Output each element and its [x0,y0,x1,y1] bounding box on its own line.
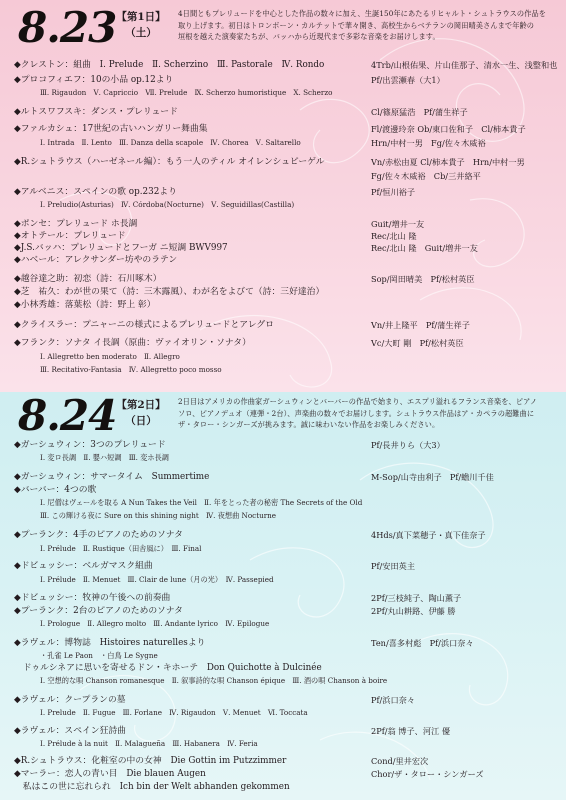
work-title: ◆ルトスワフスキ：ダンス・プレリュード [14,107,178,117]
performers: Pf/浜口奈々 [371,695,416,705]
program-row [0,768,566,780]
program-row [0,605,566,617]
work-title: ◆小林秀雄：落葉松（詩：野上 彰） [14,300,156,310]
program-row [0,123,566,135]
program-row [0,137,566,149]
work-title: ◆ガーシュウィン：3つのプレリュード [14,440,166,450]
program-row [0,59,566,71]
program-row [0,319,566,331]
program-row [0,707,566,719]
program-row [0,650,566,662]
performers: Hrn/中村一男 Fg/佐々木威裕 [371,138,486,148]
program-row [0,199,566,211]
program-row [0,156,566,168]
movement-list: Ⅰ. Intrada Ⅱ. Lento Ⅲ. Danza della scapole Ⅳ. Chorea Ⅴ. Saltarello [40,138,301,147]
performers: Pf/安田英主 [371,561,416,571]
work-title: ◆ラヴェル：博物誌 Histoires naturellesより [14,638,206,648]
work-title: ◆ガーシュウィン：サマータイム Summertime [14,472,210,482]
day2-weekday: （日） [125,415,157,427]
program-row [0,254,566,266]
program-row [0,484,566,496]
program-row [0,74,566,86]
program-row [0,574,566,586]
performers: M-Sop/山寺由利子 Pf/蟾川千佳 [371,472,494,482]
program-row [0,230,566,242]
performers: 2Pf/丸山耕路、伊藤 勝 [371,606,456,616]
program-row [0,592,566,604]
work-title: ◆R.シュトラウス：化粧室の中の女神 Die Gottin im Putzzimmer [14,756,287,766]
performers: Guit/増井一友 [371,219,425,229]
program-row [0,218,566,230]
performers: Fg/佐々木威裕 Cb/三井絡平 [371,171,481,181]
work-title: ◆芝 祐久：わが世の果て（詩：三木露風）、わが名をよびて（詩：三好達治） [14,287,325,297]
program-row [0,452,566,464]
performers: Rec/北山 隆 Guit/増井一友 [371,243,478,253]
program-row [0,87,566,99]
day1-date: 8.23 [18,3,117,52]
day1-intro [178,8,556,43]
day2-date: 8.24 [18,391,117,440]
program-row [0,529,566,541]
program-row [0,675,566,687]
program-row [0,351,566,363]
program-row [0,662,566,674]
performers: Rec/北山 隆 [371,231,417,241]
work-title: ◆プロコフィエフ：10の小品 op.12より [14,75,174,85]
program-row [0,299,566,311]
work-title: ◆フランク：ソナタ イ長調（原曲：ヴァイオリン・ソナタ） [14,338,251,348]
work-title: ◆オトテール：プレリュード [14,231,126,241]
program-row [0,286,566,298]
work-title: ◆ラヴェル：クープランの墓 [14,695,126,705]
movement-list: Ⅰ. Prelude Ⅱ. Fugue Ⅲ. Forlane Ⅳ. Rigaudon Ⅴ. Menuet Ⅵ. Toccata [40,708,308,717]
day2-intro-line-2: ソロ、ピアノデュオ（連弾・2台）、声楽曲の数々でお届けします。シュトラウス作品はア・カペラの超難曲に [178,408,535,418]
program-row [0,725,566,737]
program-row [0,170,566,182]
performers: 2Pf/翁 博子、河江 優 [371,726,451,736]
work-title: 私はこの世に忘れられ Ich bin der Welt abhanden gekommen [14,782,290,792]
work-title: ◆クレストン：組曲 Ⅰ. Prelude Ⅱ. Scherzino Ⅲ. Pastorale Ⅳ. Rondo [14,60,325,70]
work-title: ◆プーランク：4手のピアノのためのソナタ [14,530,183,540]
performers: Vc/大町 剛 Pf/松村英臣 [371,338,464,348]
performers: 2Pf/三枝純子、陶山薫子 [371,593,462,603]
movement-list: Ⅰ. Prélude Ⅱ. Rustique（田舎風に） Ⅲ. Final [40,544,202,553]
program-row [0,637,566,649]
performers: Fl/渡邊玲奈 Ob/東口佐和子 Cl/柿本貴子 [371,124,526,134]
work-title: ◆ドビュッシー：牧神の午後への前奏曲 [14,593,171,603]
program-row [0,242,566,254]
performers: Pf/長井りら（大3） [371,440,445,450]
work-title: ◆越谷達之助：初恋（詩：石川啄木） [14,274,162,284]
performers: Vn/井上隆平 Pf/蒲生祥子 [371,320,470,330]
program-row [0,618,566,630]
performers: Vn/赤松由夏 Cl/柿本貴子 Hrn/中村一男 [371,157,525,167]
movement-list: Ⅰ. 空想的な唄 Chanson romanesque Ⅱ. 叙事詩的な唄 Chanson épique Ⅲ. 酒の唄 Chanson à boire [40,676,388,685]
performers: 4Trb/山根佑果、片山佳那子、清水一生、浅整和也 [371,60,558,70]
work-title: ◆プーランク：2台のピアノのためのソナタ [14,606,183,616]
program-row [0,337,566,349]
performers: Cond/里井宏次 [371,756,429,766]
day2-label: 【第2日】 [116,399,166,411]
performers: Pf/出雲瀬春（大1） [371,75,445,85]
program-row [0,364,566,376]
movement-list: Ⅰ. Preludio(Asturias) Ⅳ. Córdoba(Nocturne) Ⅴ. Seguidillas(Castilla) [40,200,295,209]
movement-list: Ⅲ. Recitativo-Fantasia Ⅳ. Allegretto poco mosso [40,365,222,374]
program-row [0,497,566,509]
day2-intro-line-1: 2日目はアメリカの作曲家ガーシュウィンとバーバーの作品で始まり、エスプリ溢れるフランス音楽を、ピアノ [178,397,538,406]
program-row [0,738,566,750]
movement-list: Ⅰ. 変ロ長調 Ⅱ. 嬰ハ短調 Ⅲ. 変ホ長調 [40,453,169,462]
movement-list: ・孔雀 Le Paon ・白鳥 Le Sygne [40,651,158,660]
performers: Cl/篠原猛浩 Pf/蒲生祥子 [371,107,468,117]
work-title: ◆J.S.バッハ：プレリュードとフーガ ニ短調 BWV997 [14,243,228,253]
performers: Chor/ザ・タロー・シンガーズ [371,769,484,779]
work-title: ◆マーラー：恋人の青い目 Die blauen Augen [14,769,206,779]
work-title: ◆アルベニス：スペインの歌 op.232より [14,187,177,197]
work-title: ドゥルシネアに思いを寄せるドン・キホーテ Don Quichotte à Dulcinée [14,663,322,673]
work-title: ◆ハベール：アレクサンダー坊やのラテン [14,255,178,265]
program-row [0,510,566,522]
program-row [0,273,566,285]
work-title: ◆ファルカシュ：17世紀の古いハンガリー舞曲集 [14,124,208,134]
work-title: ◆クライスラー：プニャーニの様式によるプレリュードとアレグロ [14,320,274,330]
work-title: ◆R.シュトラウス（ハーゼネール編）：もう一人のティル オイレンシュピーゲル [14,157,325,167]
program-row [0,560,566,572]
movement-list: Ⅰ. Allegretto ben moderato Ⅱ. Allegro [40,352,180,361]
program-row [0,471,566,483]
program-row [0,106,566,118]
day1-intro-line-2: 取り上げます。初日はトロンボーン・カルテットで華々開き、高校生からベテランの岡田晴美さんまで年齢の [178,20,535,30]
day1-intro-line-1: 4日間ともプレリュードを中心とした作品の数々に加え、生誕150年にあたるリヒャルト・シュトラウスの作品を [178,9,547,18]
day2-intro-line-3: ザ・タロー・シンガーズが挑みます。誠に味わいない作品をお楽しみください。 [178,420,440,429]
movement-list: Ⅰ. Prélude à la nuit Ⅱ. Malagueña Ⅲ. Habanera Ⅳ. Feria [40,739,258,748]
program-row [0,781,566,793]
day1-intro-line-3: 垣根を越えた演奏家たちが、バッハから近現代まで多彩な音楽をお届けします。 [178,32,440,41]
performers: Ten/喜多村彪 Pf/浜口奈々 [371,638,474,648]
day1-weekday: （土） [125,27,157,39]
program-row [0,694,566,706]
program-row [0,755,566,767]
movement-list: Ⅲ. Rigaudon Ⅴ. Capriccio Ⅶ. Prelude Ⅸ. Scherzo humoristique Ⅹ. Scherzo [40,88,333,97]
day2-intro [178,396,556,431]
work-title: ◆バーバー：4つの歌 [14,485,97,495]
movement-list: Ⅰ. Prologue Ⅱ. Allegro molto Ⅲ. Andante lyrico Ⅳ. Epilogue [40,619,270,628]
movement-list: Ⅰ. Prélude Ⅱ. Menuet Ⅲ. Clair de lune（月の光） Ⅳ. Passepied [40,575,274,584]
work-title: ◆ドビュッシー：ベルガマスク組曲 [14,561,153,571]
movement-list: Ⅰ. 尼僧はヴェールを取る A Nun Takes the Veil Ⅱ. 年をとった者の秘密 The Secrets of the Old [40,498,363,507]
program-row [0,543,566,555]
work-title: ◆ポンセ：プレリュード ホ長調 [14,219,138,229]
program-row [0,186,566,198]
performers: Sop/岡田晴美 Pf/松村英臣 [371,274,475,284]
performers: Pf/恒川裕子 [371,187,416,197]
program-row [0,439,566,451]
movement-list: Ⅲ. この輝ける夜に Sure on this shining night Ⅳ. 夜想曲 Nocturne [40,511,277,520]
work-title: ◆ラヴェル：スペイン狂詩曲 [14,726,126,736]
day1-label: 【第1日】 [116,11,166,23]
performers: 4Hds/真下菜穂子・真下佳奈子 [371,530,486,540]
